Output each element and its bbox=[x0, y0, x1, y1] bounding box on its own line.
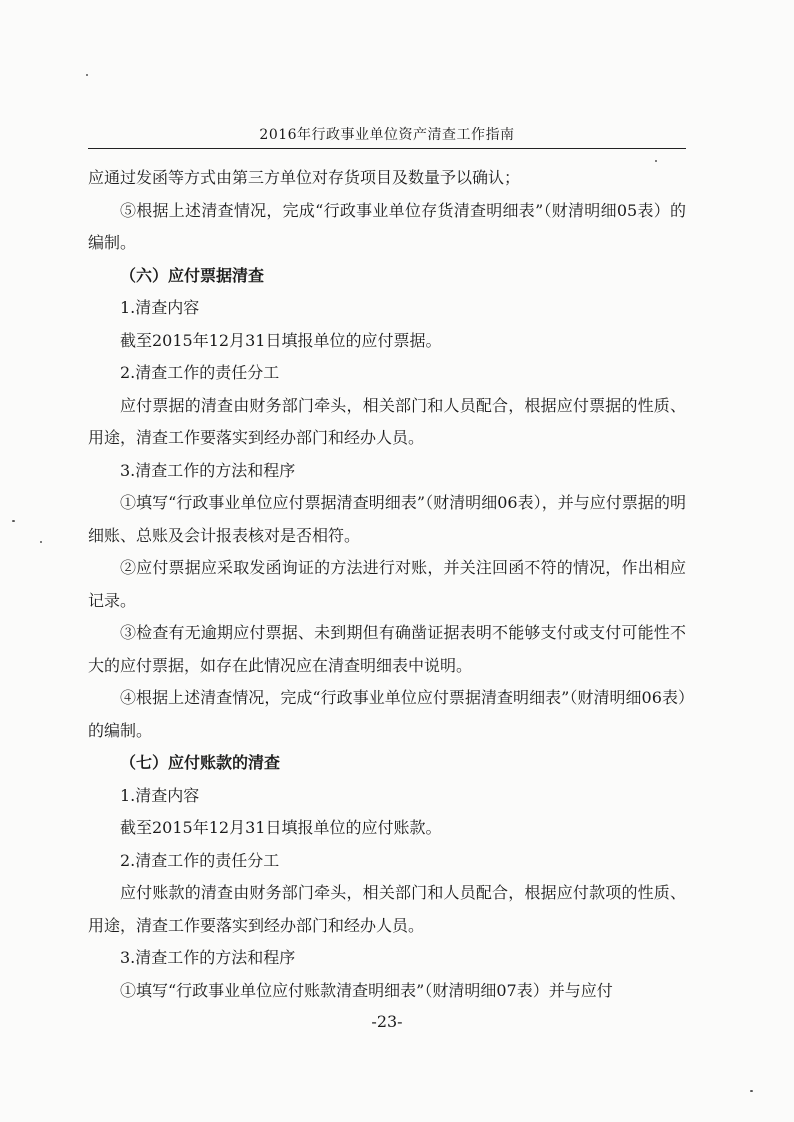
paragraph: 1.清查内容 bbox=[120, 298, 200, 317]
paragraph: ①填写“行政事业单位应付票据清查明细表”（财清明细06表），并与应付票据的明细账、总账及会计报表核对是否相符。 bbox=[88, 493, 686, 545]
scan-speck bbox=[40, 541, 42, 543]
scan-speck bbox=[750, 1090, 753, 1092]
paragraph: ④根据上述清查情况，完成“行政事业单位应付票据清查明细表”（财清明细06表）的编制。 bbox=[88, 688, 686, 740]
header-rule bbox=[88, 148, 686, 149]
paragraph: 2.清查工作的责任分工 bbox=[120, 850, 280, 870]
paragraph: ①填写“行政事业单位应付账款清查明细表”（财清明细07表）并与应付 bbox=[120, 980, 613, 1000]
scan-speck bbox=[86, 74, 88, 76]
section-heading: （七）应付账款的清查 bbox=[120, 753, 281, 772]
paragraph: 1.清查内容 bbox=[120, 785, 200, 805]
paragraph: 2.清查工作的责任分工 bbox=[120, 363, 280, 382]
paragraph: 截至2015年12月31日填报单位的应付票据。 bbox=[120, 330, 442, 350]
paragraph-continuation: 应通过发函等方式由第三方单位对存货项目及数量予以确认； bbox=[88, 168, 521, 187]
paragraph: ③检查有无逾期应付票据、未到期但有确凿证据表明不能够支付或支付可能性不大的应付票据，如存在此情况应在清查明细表中说明。 bbox=[88, 623, 686, 675]
paragraph: 应付账款的清查由财务部门牵头，相关部门和人员配合，根据应付款项的性质、用途，清查工作要落实到经办部门和经办人员。 bbox=[88, 883, 686, 935]
paragraph: 应付票据的清查由财务部门牵头，相关部门和人员配合，根据应付票据的性质、用途，清查工作要落实到经办部门和经办人员。 bbox=[88, 395, 686, 447]
paragraph: 3.清查工作的方法和程序 bbox=[120, 460, 296, 480]
page-header: 2016年行政事业单位资产清查工作指南 bbox=[259, 127, 515, 143]
page-number: -23- bbox=[371, 1012, 403, 1031]
body-text bbox=[88, 162, 686, 1007]
paragraph: ⑤根据上述清查情况，完成“行政事业单位存货清查明细表”（财清明细05表）的编制。 bbox=[88, 200, 686, 252]
scan-speck bbox=[12, 520, 15, 522]
scan-speck bbox=[655, 160, 657, 162]
paragraph: ②应付票据应采取发函询证的方法进行对账，并关注回函不符的情况，作出相应记录。 bbox=[88, 558, 686, 610]
paragraph: 3.清查工作的方法和程序 bbox=[120, 948, 296, 967]
section-heading: （六）应付票据清查 bbox=[120, 265, 265, 285]
paragraph: 截至2015年12月31日填报单位的应付账款。 bbox=[120, 818, 442, 837]
